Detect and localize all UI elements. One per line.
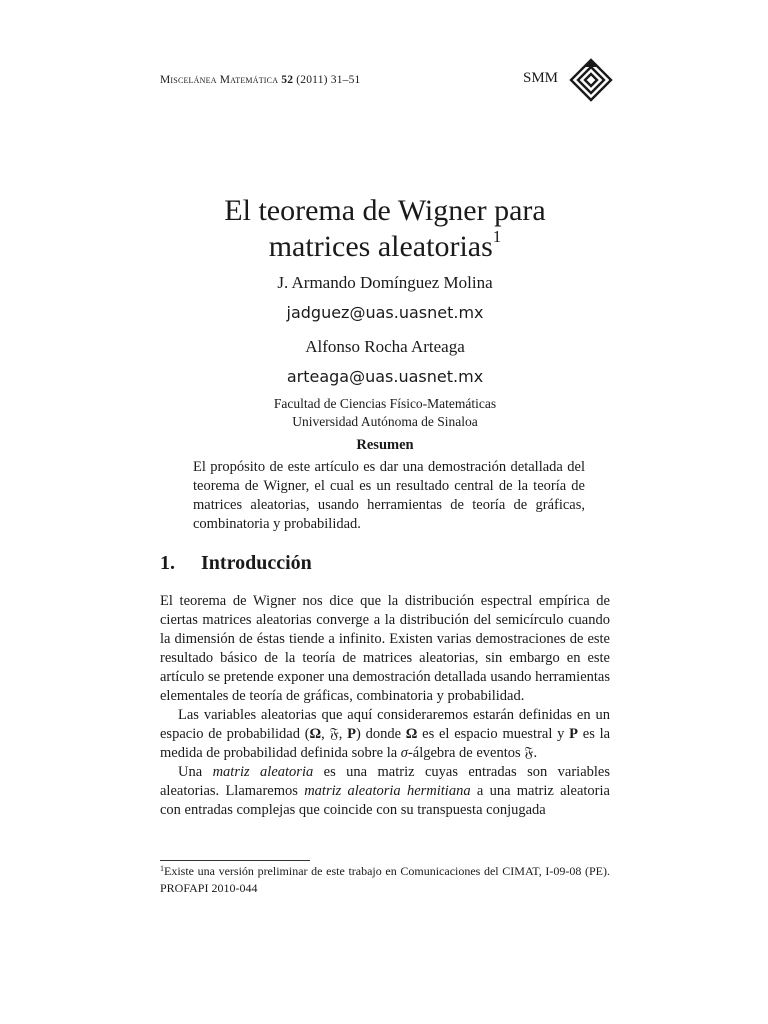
omega-symbol: Ω bbox=[309, 726, 322, 742]
fraktur-f-symbol: 𝔉 bbox=[329, 726, 339, 742]
author-2-email: arteaga@uas.uasnet.mx bbox=[286, 367, 484, 386]
author-2-name: Alfonso Rocha Arteaga bbox=[305, 337, 465, 356]
affiliation-line-2: Universidad Autónoma de Sinaloa bbox=[292, 414, 478, 429]
paragraph-3 bbox=[160, 763, 610, 820]
smm-diamond-logo-icon bbox=[568, 57, 614, 108]
fraktur-f-symbol-2: 𝔉 bbox=[524, 745, 534, 761]
p3-text-c: a una matriz aleatoria con entradas complejas que coincide con su transpuesta conjugada bbox=[160, 783, 610, 818]
p3-text-b: es una matriz cuyas entradas son variables aleatorias. Llamaremos bbox=[160, 764, 610, 799]
abstract-heading: Resumen bbox=[356, 437, 414, 453]
affiliation bbox=[160, 395, 610, 431]
footnote-rule bbox=[160, 860, 310, 861]
p2-comma-1: , bbox=[321, 726, 330, 742]
p2-text-a: Las variables aleatorias que aquí consideraremos estarán definidas en un espacio de probabilidad ( bbox=[160, 707, 610, 742]
omega-symbol-2: Ω bbox=[405, 726, 418, 742]
sigma-symbol: σ bbox=[400, 745, 408, 761]
p2-text-f: . bbox=[533, 745, 538, 761]
footnote bbox=[160, 863, 610, 897]
paragraph-1: El teorema de Wigner nos dice que la distribución espectral empírica de ciertas matrices aleatorias converge a la distribución del semicírculo cuando la dimensión de éstas tiende a infinito. Existen varias demostraciones de este resultado básico de la teoría de matrices aleatorias, sin embargo en este artículo se pretende exponer una demostración detallada usando herramientas elementales de teoría de gráficas, combinatoria y probabilidad. bbox=[160, 593, 610, 704]
title-footnote-mark: 1 bbox=[492, 227, 502, 246]
journal-year-pages: (2011) 31–51 bbox=[296, 74, 361, 86]
title-line-1: El teorema de Wigner para bbox=[224, 194, 546, 227]
p2-comma-2: , bbox=[338, 726, 348, 742]
abstract-text: El propósito de este artículo es dar una demostración detallada del teorema de Wigner, el cual es un resultado central de la teoría de matrices aleatorias, usando herramientas de teoría de gráficas, combinatoria y probabilidad. bbox=[193, 459, 585, 532]
probability-symbol-2: P bbox=[569, 726, 578, 742]
p2-text-e: -álgebra de eventos bbox=[407, 745, 525, 761]
section-heading bbox=[160, 552, 312, 575]
running-header bbox=[160, 74, 361, 86]
society-abbrev: SMM bbox=[523, 70, 559, 86]
term-matriz-aleatoria: matriz aleatoria bbox=[212, 764, 314, 780]
title-line-2 bbox=[160, 229, 610, 265]
p2-text-d: es la medida de probabilidad definida sobre la bbox=[160, 726, 611, 761]
footnote-mark: 1 bbox=[160, 864, 164, 873]
journal-name: Miscelánea Matemática bbox=[160, 74, 279, 86]
author-1-name: J. Armando Domínguez Molina bbox=[277, 273, 493, 292]
author-1-email: jadguez@uas.uasnet.mx bbox=[286, 303, 484, 322]
journal-volume: 52 bbox=[281, 74, 294, 86]
p2-text-c: es el espacio muestral y bbox=[417, 726, 570, 742]
probability-symbol: P bbox=[347, 726, 356, 742]
term-matriz-hermitiana: matriz aleatoria hermitiana bbox=[304, 783, 471, 799]
p3-text-a: Una bbox=[178, 764, 213, 780]
affiliation-line-1: Facultad de Ciencias Físico-Matemáticas bbox=[273, 396, 497, 411]
title-line-2-text: matrices aleatorias bbox=[268, 230, 493, 263]
footnote-text: Existe una versión preliminar de este trabajo en Comunicaciones del CIMAT, I-09-08 (PE). PROFAPI 2010-044 bbox=[160, 864, 610, 895]
body-text bbox=[160, 592, 610, 820]
section-number: 1. bbox=[160, 552, 175, 574]
section-title: Introducción bbox=[201, 552, 312, 574]
paper-title bbox=[160, 193, 610, 265]
p2-text-b: ) donde bbox=[356, 726, 406, 742]
paragraph-2 bbox=[160, 706, 610, 763]
